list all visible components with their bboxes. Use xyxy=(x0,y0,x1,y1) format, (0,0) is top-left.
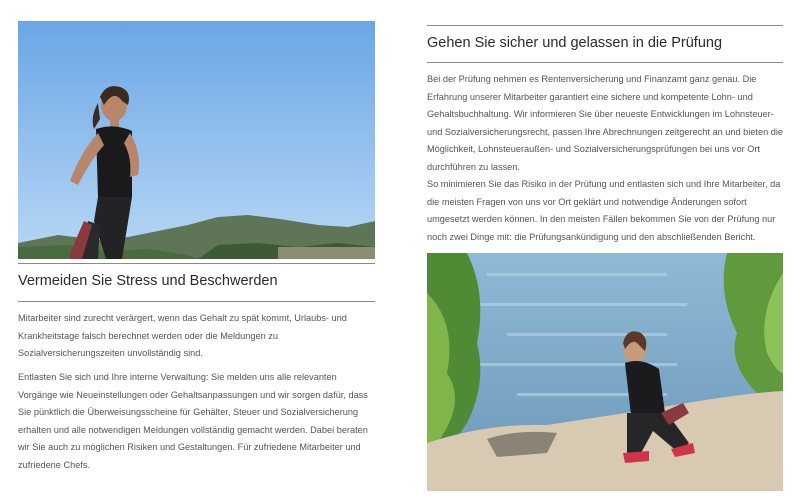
paragraph: Entlasten Sie sich und Ihre interne Verwaltung: Sie melden uns alle relevanten Vorgänge wie Neueinstellungen oder Gehaltsanpassungen und wir sorgen dafür, dass Sie pünktlich die Überweisungsscheine für Gehälter, Steuer und Sozialversicherung erhalten und alle notwendigen Meldungen vollständig gemacht werden. Dabei beraten wir Sie auch zu möglichen Risiken und Gestaltungen. Für zufriedene Mitarbeiter und zufriedene Chefs. xyxy=(18,372,368,470)
runner-lake-photo xyxy=(427,253,783,491)
runner-mountain-illustration xyxy=(18,21,375,259)
paragraph: Bei der Prüfung nehmen es Rentenversicherung und Finanzamt ganz genau. Die Erfahrung unserer Mitarbeiter garantiert eine sichere und kompetente Lohn- und Gehaltsbuchhaltung. Wir informieren Sie über neueste Entwicklungen im Lohnsteuer- und Sozialversicherungsrecht, passen Ihre Abrechnungen zeitgerecht an und bieten die Möglichkeit, Lohnsteueraußen- und Sozialversicherungsprüfungen bei uns vor Ort durchführen zu lassen. xyxy=(427,74,783,172)
section-heading-pruefung: Gehen Sie sicher und gelassen in die Prüfung xyxy=(427,35,723,51)
divider xyxy=(427,62,783,63)
paragraph: So minimieren Sie das Risiko in der Prüfung und entlasten sich und Ihre Mitarbeiter, da die meisten Fragen von uns vor Ort geklärt und notwendige Änderungen sofort umgesetzt werden können. In den meisten Fällen bekommen Sie von der Prüfung nur noch zwei Dinge mit: die Prüfungsankündigung und den abschließenden Bericht. xyxy=(427,179,781,242)
runner-lake-illustration xyxy=(427,253,783,491)
divider xyxy=(18,301,375,302)
divider xyxy=(18,263,375,264)
paragraph: Mitarbeiter sind zurecht verärgert, wenn das Gehalt zu spät kommt, Urlaubs- und Krankheitstage falsch berechnet werden oder die Meldungen zu Sozialversicherungszeiten unvollständig sind. xyxy=(18,313,347,358)
section-heading-stress: Vermeiden Sie Stress und Beschwerden xyxy=(18,273,278,289)
runner-mountain-photo xyxy=(18,21,375,259)
divider xyxy=(427,25,783,26)
